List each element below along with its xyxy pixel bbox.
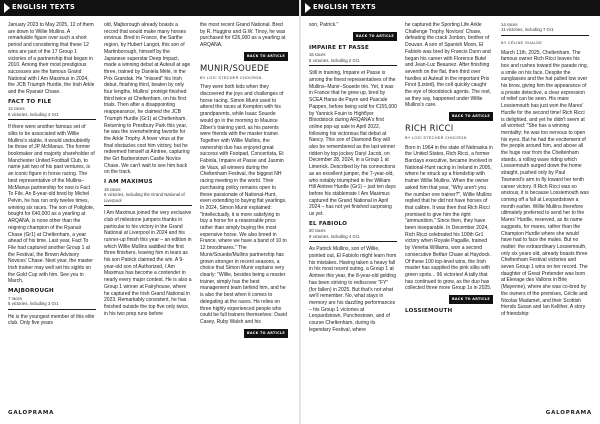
header-band [0, 0, 299, 16]
horse-name: IMPAIRE ET PASSE [309, 44, 370, 51]
horse-record: 11 victories, including 7 Gr1 [501, 27, 554, 33]
section-title: RICH RICCI [405, 123, 454, 134]
page-footer [309, 410, 592, 418]
horse-stats [309, 52, 397, 66]
horse-races: 18 races [104, 186, 121, 192]
body-paragraph: Still in training, Impaire et Passe is among the finest representatives of the Mullins–Munir–Souede trio. Yet, it was in France that he grew up, bred by SCEA Haras de Payre and Pascale Pappen, before being sold for €155,000 by Yannick Fouin to Highflyer Bloodstock during ARQANA's first online pop-up sale in April 2022, following his victorious flat debut at Nancy. This son of Diamond Boy will also be remembered as the last winner ridden by top jockey Daryl Jacob, on December 28, 2024, in a Group 1 at Limerick. Described by his connections as an excellent jumper, the 7-year-old, who notably triumphed in the William Hill Aintree Hurdle (Gr1) – just ten days before his stablemate I Am Maximus captured the Grand National in April 2024 – has not yet finished surprising us yet. [309, 70, 397, 218]
horse-name: MAJBOROUGH [8, 288, 54, 295]
horse-races: 12 races [8, 106, 25, 112]
horse-stats [8, 296, 96, 310]
horse-races: 7 races [8, 295, 23, 301]
body-paragraph: old, Majborough already boasts a record that would make many horses envious. Bred in France, the Sarthe region, by Hubert Langot, this son of Martinborough, himself by the Japanese superstar Deep Impact, made a winning debut at Auteuil at age three, trained by Daniela Mélé, in the Prix Grandak. He "missed" his Irish debut, finishing third, beaten by only four lengths. Mullins' protégé finished third twice at Cheltenham, on his first trials. Then after a disappointing reappearance, he claimed the JCB Triumph Hurdle (Gr1) at Cheltenham. Returning to Prestbury Park this year, he was the overwhelming favorite for the Arkle Trophy. A fever virus at the final obstacles cost him victory, but he redeemed himself at Aintree, capturing the Grt Barberstown Castle Novice Chase. We can't wait to see him back on the track. [104, 22, 191, 176]
text-column-1 [8, 22, 96, 404]
section-header-title: ENGLISH TEXTS [12, 3, 76, 11]
right-page [301, 0, 600, 424]
text-column-1 [309, 22, 397, 404]
text-column-3 [501, 22, 589, 404]
back-to-article-button[interactable]: BACK TO ARTICLE [449, 112, 493, 121]
body-paragraph: He is the youngest member of this elite club. Only five years [8, 313, 95, 327]
body-paragraph: son, Patrick." [309, 22, 339, 28]
horse-record: 5 victories, including 2 Gr1 [309, 57, 360, 63]
body-paragraph: January 2023 to May 2025, 12 of them are down to Willie Mullins. A remarkable figure over such a short period and considering that these 12 wins are part of the 17 Group 1 victories of a partnership that began in 2010. Among their most prestigious successes are the famous Grand National with I Am Maximus in 2024, the JCB Triumph Hurdle, the Irish Arkle and the Ryanair Chase. [8, 22, 95, 96]
text-column-2 [405, 22, 493, 404]
page-footer [8, 410, 291, 418]
back-to-article-button[interactable]: BACK TO ARTICLE [449, 295, 493, 304]
horse-stats [501, 22, 589, 36]
section-header-title: ENGLISH TEXTS [313, 3, 377, 11]
horse-stats [104, 187, 192, 206]
header-band [301, 0, 600, 16]
triangle-marker-icon [305, 3, 311, 13]
horse-stats [8, 106, 96, 120]
text-column-2 [104, 22, 192, 404]
body-paragraph: March 11th, 2025, Cheltenham. The famous owner Rich Ricci leaves his box and rushes toward the parade ring, a smile on his face. Despite the sunglasses and the hat pulled low over his brow, giving him the appearance of a private detective, a clear expression of relief can be seen. His mare Lossiemouth has just won the Mares' Hurdle for the second time! Rich Ricci is delighted, and yet he didn't seem at all worried: "She has a winning mentality; he was too nervous to open his eyes. But he had the excitement of the people around him, and above all the huge roar from the Cheltenham stands, a rolling wave riding which Lossiemouth surged down the home straight, pushed only by Paul Townend's arm to fly toward her tenth career victory. If Rich Ricci was so anxious, it is because Lossiemouth was coming off a fall at Leopardstown a month earlier. Willie Mullins therefore ultimately preferred to send her to the Mares' Hurdle, reserved, as its name suggests, for mares, rather than the Champion Hurdle where she would have had to face the males. But no matter: the extraordinary Lossiemouth, only six years old, already boasts three Cheltenham Festival victories and seven Group 1 wins on her record. The daughter of Great Pretender was born at Elevage des Vallons in Brie (Mayenne), where she was co-bred by the owners of the premises, Cécile and Nicolas Madamet, and their Scottish friends Susan and Ian Kelliher. A story of friendship: [501, 49, 589, 317]
horse-races: 16 races [309, 52, 326, 58]
horse-record: 5 victories, including 3 Gr1 [8, 301, 59, 307]
magazine-logo: GALOPRAMA [8, 410, 55, 416]
body-paragraph: he captured the Sporting Life Arkle Challenge Trophy Novices' Chase, defeating the crack Jonbon, brother of Douvan. A son of Spanish Moon, El Fabiolo was bred by Francis Dunn and began his career with Florence Butel and Jean-Luc Beaunez. After finishing seventh on the flat, then third over hurdles at Auteuil in the important Prix Finot (Listed), the colt quickly caught the eye of bloodstock agents. The rest, as they say, happened under Willie Mullins's care. [405, 22, 492, 109]
byline: BY LOÏC STECHER CHOCRON [200, 75, 262, 80]
horse-record: 6 victories, including the Grand National of Liverpool [104, 192, 185, 203]
body-paragraph: Born in 1964 in the state of Nebraska in the United States, Rich Ricci, a former Barclays executive, became involved in National-Hunt racing in Ireland in 2005, where he struck up a friendship with trainer Willie Mullins. When the owner asked him that year, "Why aren't you the number one trainer?", Willie Mullins replied that he did not have horses of that calibre. It was then that Rich Ricci promised to give him the right "ammunition." Since then, they have been inseparable. In December 2024, Rich Ricci celebrated his 100th Gr1 victory when Royale Pagaille, trained by Venetia Williams, won a second consecutive Betfair Chase at Haydock. Of these 100 top-level wins, the Irish master has supplied the pink silks with green spots... 96 victories! A tally that has continued to grow, as the duo has collected three more Group 1s in 2025. [405, 144, 493, 292]
horse-record: 6 victories, including 4 Gr1 [8, 111, 59, 117]
byline: BY LOÏC STECHER CHOCRON [405, 135, 467, 140]
body-paragraph: As Patrick Mullins, son of Willie, pointed out, El Fabiolo might learn from his mistakes. Having taken a heavy fall in his most recent outing, a Group 1 at Aintree this year, the 8-year-old gelding has been striving to rediscover "FY" (for fallen) in 2025. But that's not what we'll remember. No, what stays in memory are his dazzling performances – his Group 1 victories at Leopardstown, Punchestown, and of course Cheltenham, during its legendary Festival, where [309, 246, 397, 333]
horse-record: 9 victories, including 4 Gr1 [309, 233, 360, 239]
body-paragraph: If there were another famous set of silks to be associated with Willie Mullins's stable, it would undoubtedly be those of JP McManus. The former bookmaker and majority shareholder of Manchester United Football Club, to name just two of his past ventures, is an iconic figure in horse racing. The best representative of the Mullins–McManus partnership for now is Fact To File. An 8-year-old bred by Michel Pelvin, he has run only twelve times, winning six races. The son of Poliglote, bought for €40,000 as a yearling at ARQANA, is none other than the reigning champion of the Ryanair Chase (Gr1) at Cheltenham, a year ahead of his time. Last year, Fact To File had captured another Group 1 at the Festival, the Brown Advisory Novices' Chase. Next year, the master Irish trainer may well set his sights on the Gold Cup with him. See you in March, [8, 124, 95, 285]
back-to-article-button[interactable]: BACK TO ARTICLE [244, 52, 288, 61]
magazine-logo: GALOPRAMA [545, 410, 592, 416]
horse-races: 20 races [309, 228, 326, 234]
body-paragraph: I Am Maximus joined the very exclusive club of milestone jumpers thanks in particular to his victory in the Grand National at Liverpool in 2024 and his runner-up finish this year – an edition in which Willie Mullins saddled the first three finishers, leaving him in tears as his son Patrick claimed the win. A 9-year-old son of Authorized, I Am Maximus has become a contender in nearly every major contest. He is also a Group 1 winner at Fairyhouse, where he captured the Irish Grand National in 2023. Remarkably consistent, he has finished outside the top five only twice, in his two prep runs before [104, 210, 192, 317]
body-paragraph: the most recent Grand National. Bred by R. Huggins and G.W. Tinoy, he was purchased for €26,000 as a yearling at ARQANA. [200, 22, 286, 49]
horse-stats [309, 228, 397, 242]
horse-races: 14 races [501, 22, 518, 27]
back-to-article-button[interactable]: BACK TO ARTICLE [353, 32, 397, 41]
horse-name: I AM MAXIMUS [104, 179, 153, 186]
byline: BY CÉLINE GUALDE [501, 40, 543, 45]
triangle-marker-icon [4, 3, 10, 13]
back-to-article-button[interactable]: BACK TO ARTICLE [244, 329, 288, 338]
text-column-3 [200, 22, 288, 404]
body-paragraph: They were both kids when they discovered the joys and challenges of horse racing. Simon Munir used to attend the races at Kempton with his grandparents, while Isaac Souede would go in the morning to Maurice Zilber's training yard, as his parents were friends with the master trainer. Together with Willie Mullins, the ownership duo has enjoyed great success with Footpad, Concertista, Et Fabiola, Impaire et Passe and Jasmin de Vaux, all winners during the Cheltenham Festival, the biggest NH racing meeting in the world. Their purchasing policy remains open to these passionate of National-Hunt, even extending to buying flat yearlings. In 2024, Simon Munir explained: "Intellectually, it is more satisfying to buy a horse for a reasonable price rather than simply buying the most expensive horse. We also breed in France, where we have a band of 10 to 12 broodmares." The Munir/Souede/Mullins partnership has grown stronger in recent seasons, a choice that Simon Munir explains very clearly: "Willie, besides being a master trainer, simply has the best management team behind him, and he is also the best when it comes to delegating at the races. He relies on three highly experienced people who could be full trainers themselves: David Casey, Ruby Walsh and his [200, 84, 287, 325]
horse-name: LOSSIEMOUTH [405, 308, 453, 315]
horse-name: FACT TO FILE [8, 98, 52, 105]
section-title: MUNIR/SOUEDE [200, 62, 270, 73]
horse-name: EL FABIOLO [309, 220, 348, 227]
left-page [0, 0, 299, 424]
